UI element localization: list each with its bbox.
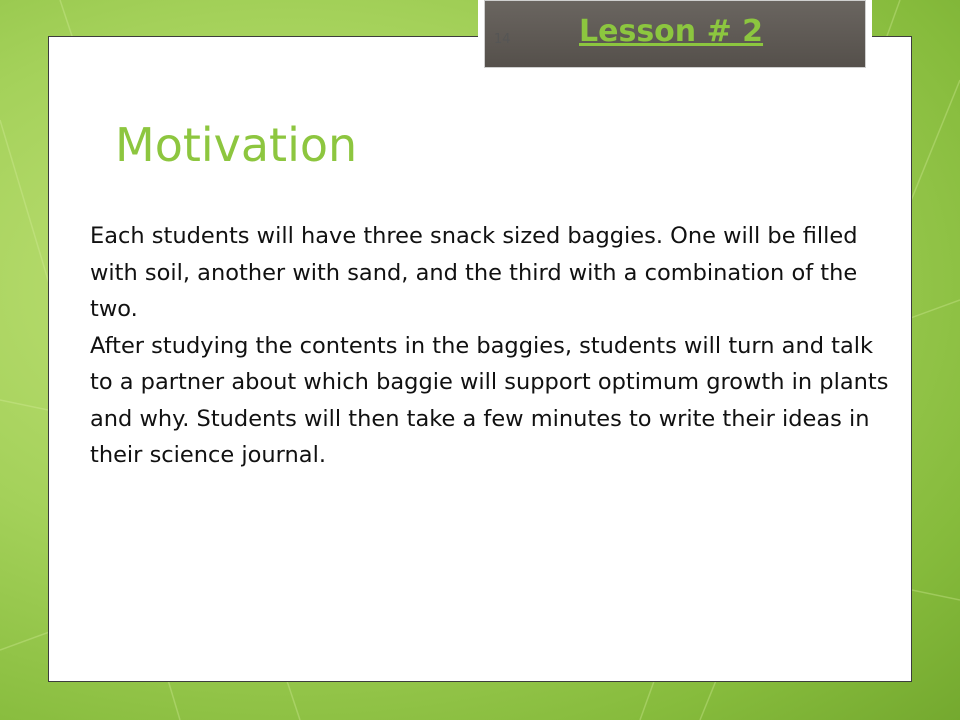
slide-title: Motivation [115,118,358,172]
lesson-link[interactable]: Lesson # 2 [579,14,764,49]
body-paragraph: After studying the contents in the baggies, students will turn and talk to a partner about which baggie will support optimum growth in plants and why. Students will then take a few minutes to write their ideas in their science journal. [90,332,889,468]
body-paragraph: Each students will have three snack sized baggies. One will be filled with soil, another with sand, and the third with a combination of the two. [90,223,858,322]
slide-body [90,218,890,474]
slide-number: 14 [494,32,511,47]
